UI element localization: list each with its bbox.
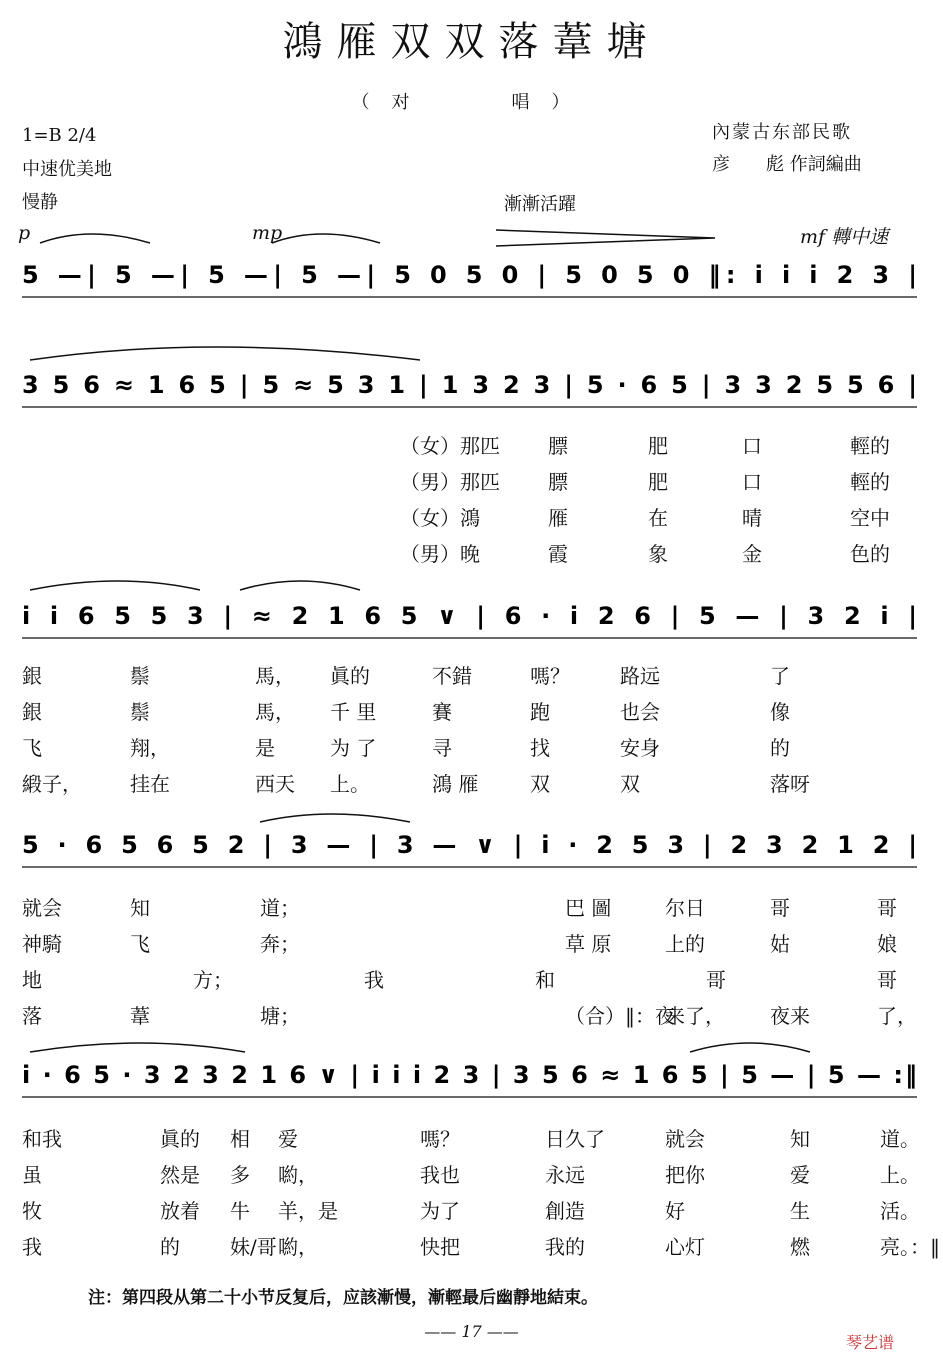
lyric-3-2-3: 奔；: [260, 932, 300, 956]
footnote: 注：第四段从第二十小节反复后，应該漸慢，漸輕最后幽靜地結束。: [88, 1288, 598, 1308]
lyric-1-3-5: 空中: [850, 506, 890, 530]
lyric-1-3-1: （女）鴻: [400, 506, 480, 530]
lyric-4-2-5: 我也: [420, 1163, 460, 1187]
lyric-4-4-8: 燃: [790, 1235, 810, 1259]
key-time-signature: 1=B 2/4: [22, 125, 97, 146]
lyric-4-4-9: 亮。：‖: [880, 1235, 940, 1259]
lyric-4-2-3: 多: [230, 1163, 250, 1187]
lyric-4-4-2: 的: [160, 1235, 180, 1259]
lyric-1-2-5: 輕的: [850, 470, 890, 494]
notation-row-4: 5 · 6 5 6 5 2 | 3 — | 3 — ∨ | i · 2 5 3 | 2 3 2 1 2 |: [22, 831, 917, 859]
lyric-3-2-1: 神騎: [22, 932, 62, 956]
lyric-3-3-1: 地: [22, 968, 42, 992]
lyric-1-3-3: 在: [648, 506, 668, 530]
lyric-1-4-1: （男）晚: [400, 542, 480, 566]
lyric-2-3-7: 安身: [620, 736, 660, 760]
lyric-4-2-4: 喲，: [278, 1163, 318, 1187]
lyric-2-1-5: 不錯: [432, 664, 472, 688]
tempo-marking: 中速优美地: [22, 159, 112, 180]
lyric-3-1-2: 知: [130, 896, 150, 920]
lyric-2-3-1: 飞: [22, 736, 42, 760]
lyric-4-3-6: 創造: [545, 1199, 585, 1223]
watermark-logo: 琴艺谱: [846, 1333, 895, 1352]
arranger-credit: 彦 彪 作詞編曲: [712, 154, 862, 175]
lyric-4-1-6: 日久了: [545, 1127, 605, 1151]
lyric-4-1-7: 就会: [665, 1127, 705, 1151]
lyric-4-2-8: 爱: [790, 1163, 810, 1187]
lyric-2-2-2: 鬃: [130, 700, 150, 724]
lyric-4-1-4: 爱: [278, 1127, 298, 1151]
lyric-4-3-9: 活。: [880, 1199, 920, 1223]
lyric-1-4-5: 色的: [850, 542, 890, 566]
lyric-1-1-5: 輕的: [850, 434, 890, 458]
notation-row-2: 3 5 6 ≈ 1 6 5 | 5 ≈ 5 3 1 | 1 3 2 3 | 5 · 6 5 | 3 3 2 5 5 6 |: [22, 371, 917, 399]
lyric-4-4-6: 我的: [545, 1235, 585, 1259]
lyric-2-3-6: 找: [530, 736, 550, 760]
lyric-3-2-7: 娘: [877, 932, 897, 956]
lyric-3-4-5: 来了，: [665, 1004, 725, 1028]
lyric-3-3-5: 哥: [706, 968, 726, 992]
lyric-2-1-3: 馬，: [255, 664, 295, 688]
lyric-2-1-6: 嗎？: [530, 664, 570, 688]
lyric-1-4-3: 象: [648, 542, 668, 566]
lyric-3-2-4: 草 原: [565, 932, 612, 956]
lyric-3-3-6: 哥: [877, 968, 897, 992]
lyric-3-4-3: 塘；: [260, 1004, 300, 1028]
lyric-4-3-4: 羊，是: [278, 1199, 338, 1223]
lyric-1-1-3: 肥: [648, 434, 668, 458]
lyric-4-1-2: 眞的: [160, 1127, 200, 1151]
notation-row-5: i · 6 5 · 3 2 3 2 1 6 ∨ | i i i 2 3 | 3 5 6 ≈ 1 6 5 | 5 — | 5 — :‖: [22, 1061, 918, 1089]
lyric-1-2-1: （男）那匹: [400, 470, 500, 494]
lyric-4-1-5: 嗎？: [420, 1127, 460, 1151]
lyric-1-4-2: 霞: [548, 542, 568, 566]
lyric-3-1-6: 哥: [770, 896, 790, 920]
lyric-3-4-4: （合）‖：夜: [565, 1004, 675, 1028]
lyric-3-1-4: 巴 圖: [565, 896, 612, 920]
lyric-2-4-1: 緞子，: [22, 772, 82, 796]
lyric-1-1-1: （女）那匹: [400, 434, 500, 458]
lyric-4-2-7: 把你: [665, 1163, 705, 1187]
lyric-3-2-2: 飞: [130, 932, 150, 956]
lyric-2-1-2: 鬃: [130, 664, 150, 688]
lyric-2-4-7: 双: [620, 772, 640, 796]
lyric-2-3-2: 翔，: [130, 736, 170, 760]
lyric-2-2-3: 馬，: [255, 700, 295, 724]
lyric-4-3-8: 生: [790, 1199, 810, 1223]
lyric-2-3-4: 为 了: [330, 736, 377, 760]
lyric-4-3-3: 牛: [230, 1199, 250, 1223]
lyric-3-2-6: 姑: [770, 932, 790, 956]
lyric-4-1-9: 道。: [880, 1127, 920, 1151]
lyric-3-1-5: 尔日: [665, 896, 705, 920]
lyric-2-4-6: 双: [530, 772, 550, 796]
lyric-3-1-7: 哥: [877, 896, 897, 920]
lyric-4-4-5: 快把: [420, 1235, 460, 1259]
lyric-4-4-4: 喲，: [278, 1235, 318, 1259]
page-number: —— 17 ——: [424, 1322, 519, 1341]
lyric-3-2-5: 上的: [665, 932, 705, 956]
lyric-2-4-3: 西天: [255, 772, 295, 796]
lyric-4-2-6: 永远: [545, 1163, 585, 1187]
lyric-2-2-6: 跑: [530, 700, 550, 724]
song-title: 鴻雁双双落葦塘: [282, 19, 661, 65]
lyric-4-2-1: 虽: [22, 1163, 42, 1187]
lyric-2-1-8: 了: [770, 664, 790, 688]
lyric-4-4-3: 妹/哥: [230, 1235, 277, 1259]
lyric-4-3-1: 牧: [22, 1199, 42, 1223]
lyric-1-4-4: 金: [742, 542, 762, 566]
lyric-3-4-1: 落: [22, 1004, 42, 1028]
notation-row-1: 5 —| 5 —| 5 —| 5 —| 5 0 5 0 | 5 0 5 0 ‖: i i i 2 3 |: [22, 261, 917, 289]
lyric-2-3-5: 寻: [432, 736, 452, 760]
lyric-1-1-4: 口: [742, 434, 762, 458]
dynamic-mf: mf 轉中速: [800, 226, 889, 248]
dynamic-mp: mp: [252, 222, 283, 244]
lyric-2-2-8: 像: [770, 700, 790, 724]
lyric-2-2-4: 千 里: [330, 700, 377, 724]
lyric-2-2-7: 也会: [620, 700, 660, 724]
song-subtitle: （对 唱）: [351, 92, 592, 113]
lyric-4-4-7: 心灯: [665, 1235, 705, 1259]
lyric-3-3-3: 我: [364, 968, 384, 992]
lyric-3-4-2: 葦: [130, 1004, 150, 1028]
lyric-3-4-6: 夜来: [770, 1004, 810, 1028]
lyric-3-1-3: 道；: [260, 896, 300, 920]
lyric-2-1-1: 銀: [22, 664, 42, 688]
dynamic-p: p: [18, 222, 31, 244]
lyric-3-3-4: 和: [535, 968, 555, 992]
lyric-3-1-1: 就会: [22, 896, 62, 920]
lyric-3-3-2: 方；: [193, 968, 233, 992]
lyric-4-2-2: 然是: [160, 1163, 200, 1187]
song-source: 內蒙古东部民歌: [712, 122, 852, 143]
lyric-1-2-3: 肥: [648, 470, 668, 494]
lyric-2-3-3: 是: [255, 736, 275, 760]
lyric-1-3-2: 雁: [548, 506, 568, 530]
lyric-2-2-1: 銀: [22, 700, 42, 724]
lyric-2-4-2: 挂在: [130, 772, 170, 796]
lyric-2-2-5: 賽: [432, 700, 452, 724]
lyric-4-1-8: 知: [790, 1127, 810, 1151]
lyric-1-2-4: 口: [742, 470, 762, 494]
lyric-1-2-2: 膘: [548, 470, 568, 494]
lyric-4-2-9: 上。: [880, 1163, 920, 1187]
lyric-4-3-5: 为了: [420, 1199, 460, 1223]
lyric-3-4-7: 了，: [877, 1004, 917, 1028]
lyric-1-3-4: 晴: [742, 506, 762, 530]
lyric-1-1-2: 膘: [548, 434, 568, 458]
lyric-2-3-8: 的: [770, 736, 790, 760]
lyric-2-4-4: 上。: [330, 772, 370, 796]
intro-tempo-marking: 慢静: [22, 192, 58, 213]
lyric-4-3-2: 放着: [160, 1199, 200, 1223]
lyric-4-3-7: 好: [665, 1199, 685, 1223]
lyric-2-4-5: 鴻 雁: [432, 772, 479, 796]
lyric-2-4-8: 落呀: [770, 772, 810, 796]
gradual-marking: 漸漸活躍: [504, 194, 576, 215]
lyric-2-1-7: 路远: [620, 664, 660, 688]
lyric-4-1-3: 相: [230, 1127, 250, 1151]
lyric-4-4-1: 我: [22, 1235, 42, 1259]
notation-row-3: i i 6 5 5 3 | ≈ 2 1 6 5 ∨ | 6 · i 2 6 | 5 — | 3 2 i |: [22, 602, 917, 630]
lyric-2-1-4: 眞的: [330, 664, 370, 688]
lyric-4-1-1: 和我: [22, 1127, 62, 1151]
